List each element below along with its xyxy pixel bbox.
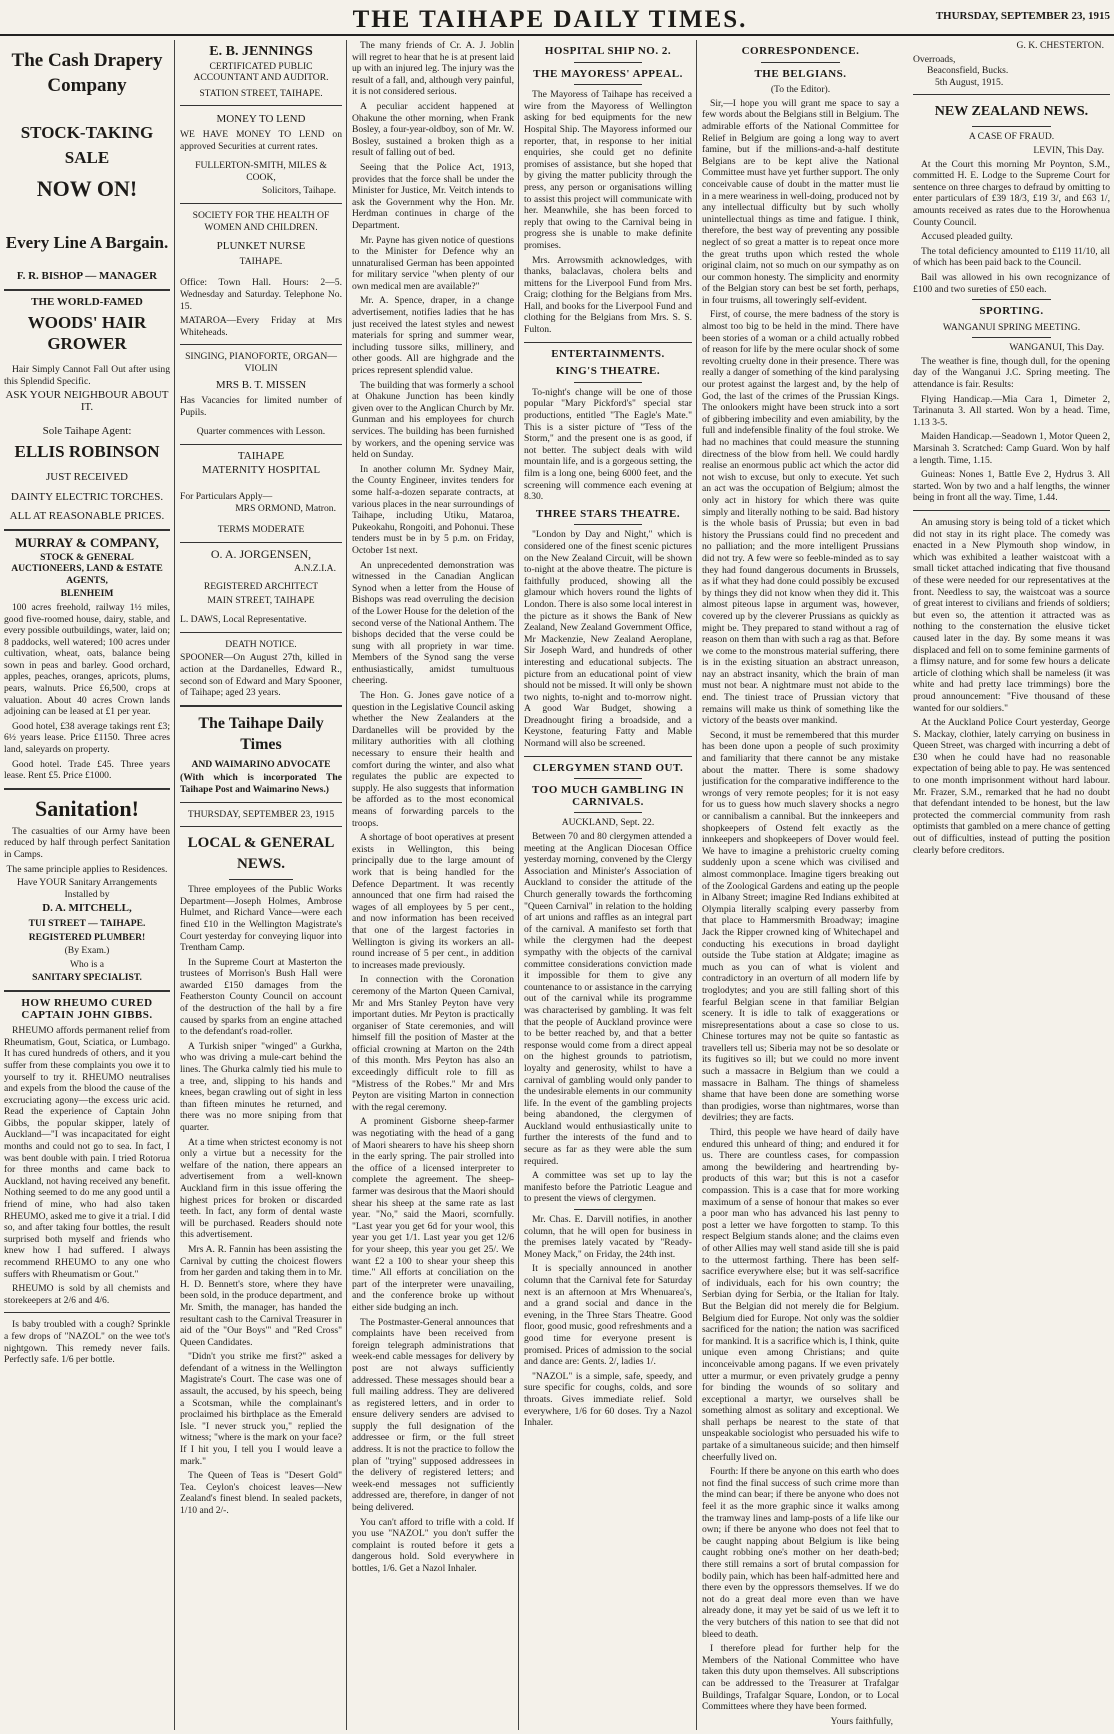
- dateline: LEVIN, This Day.: [1033, 144, 1104, 156]
- ad-text: ALL AT REASONABLE PRICES.: [9, 510, 165, 523]
- news-paragraph: A committee was set up to lay the manifesto before the Patriotic League and to present the views of clergymen.: [524, 1170, 692, 1205]
- letter-paragraph: First, of course, the mere badness of the story is almost too big to be held in the mind. There have been stories of a woman or a child actually robbed of reason for life by the mere ocular shock of some revolting cruelty done in their presence. There was really a danger of something of the kind paralysing our protest against the largest and, by the help of God, the last of the crimes of the Prussian Kings. The onlookers might have been struck into a sort of gibbering imbecility and even amiability, by the full and indefensible finality of the foul stroke. We had no machines that could measure the stunning directness of the blow from hell. We could hardly realise an enormous public act which the actor did not wish to excuse, but only to execute. Yet such an act was the occupation of Belgium; almost the only act in history for which there was quite simply and literally nothing to be said. Bad history is the whole basis of Prussia; but even in bad history the Prussians could find no precedent and no palliation; and the more intelligent Prussians did not try. A few were so feeble-minded as to say they had found dangerous documents in Brussels, as if what they had done could possibly be excused by things they did not know when they did it. This almost piteous lapse in argument was, however, covered up by the cleverer Prussians as quickly as might be. They prepared to stand without a rag of reason on them than with such a rag as that. Before we come to the monstrous material suffering, there is in the existing situation an abstract unreason, nay an abstract insanity, which the brain of man must not bear. A nightmare must not abide to the end. The tiniest trace of Prussian victory that remains will make us think of something like the victory of the beasts over mankind.: [702, 309, 899, 727]
- ad-rule: [180, 632, 342, 633]
- article-subheading: KING'S THEATRE.: [555, 365, 661, 378]
- news-paragraph: The many friends of Cr. A. J. Joblin will regret to hear that he is at present laid up with an injured leg. The injury was the result of a fall, and, although very painful, it is not considered serious.: [352, 40, 514, 98]
- ad-text: Has Vacancies for limited number of Pupils.: [180, 395, 342, 418]
- ad-heading: WOODS' HAIR GROWER: [27, 313, 147, 354]
- cash-drapery-ad: [4, 50, 170, 283]
- ad-subheading: STOCK & GENERAL AUCTIONEERS, LAND & ESTATE AGENTS,: [11, 551, 163, 586]
- ad-rule: [180, 705, 342, 707]
- ad-heading: MATERNITY HOSPITAL: [201, 464, 321, 477]
- column-5-correspondence: [702, 40, 1110, 1730]
- ad-text: RHEUMO affords permanent relief from Rheumatism, Gout, Sciatica, or Lumbago. It has cured hundreds of others, and it you suffer from these complaints you owe it to yourself to try it. RHEUMO neutralises and expels from the blood the cause of the excruciating agony—the excess uric acid. Read the experience of Captain John Gibbs, the popular skipper, lately of Auckland—"I was incapacitated for eight months and could not go to sea. In fact, I was bent double with pain. I tried Rotorua for three months and came back to Auckland, not having received any benefit. Nothing seemed to do me any good until a friend of mine, who had also taken RHEUMO, asked me to give it a trial. I did so, and after taking four bottles, the result surprised both myself and friends who knew how I had suffered. I always recommend RHEUMO to any one who suffers with Rheumatism or Gout.": [4, 1025, 170, 1280]
- letter-paragraph: I therefore plead for further help for the Members of the National Committee who have taken this duty upon themselves. All subscriptions can be addressed to the Treasurer at Trafalgar Buildings, Trafalgar Square, London, or to Local Committees where they have been formed.: [702, 1643, 899, 1713]
- column-divider: [346, 40, 347, 1730]
- ad-text: Sole Taihape Agent:: [42, 424, 132, 437]
- article-subheading: THE BELGIANS.: [754, 67, 847, 80]
- ad-heading: MRS B. T. MISSEN: [215, 379, 307, 392]
- news-paragraph: "NAZOL" is a simple, safe, speedy, and sure specific for coughs, colds, and sore throats. Gives immediate relief. Sold everywhere, 1/6 for 60 doses. Try a Nazol Inhaler.: [524, 1370, 692, 1429]
- news-paragraph: In connection with the Coronation ceremony of the Marton Queen Carnival, Mr and Mrs Stanley Peyton have very important duties. Mr Peyton is practically organiser of State ceremonies, and will himself fill the position of Master at the official crowning at Marton on the 24th of this month. Mrs Peyton has also an exceedingly difficult role to fill as "Mistress of the Robes." Mr and Mrs Peyton are visiting Marton in connection with the regal ceremony.: [352, 974, 514, 1113]
- news-paragraph: It is specially announced in another column that the Carnival fete for Saturday next is an afternoon at Mrs Whenuarea's, and a grand social and dance in the evening, in the Three Stars Theatre. Good floor, good music, good refreshments and a good time for everyone present is promised. Prices of admission to the social and dance are: Gents. 2/, ladies 1/.: [524, 1263, 692, 1368]
- ad-heading: NOW ON!: [36, 176, 138, 201]
- masthead-rule: [0, 34, 1114, 36]
- paper-name: The Taihape Daily Times: [198, 714, 324, 753]
- article-subheading: TOO MUCH GAMBLING IN CARNIVALS.: [532, 784, 684, 808]
- article-subheading: WANGANUI SPRING MEETING.: [942, 321, 1081, 333]
- news-paragraph: Three employees of the Public Works Department—Joseph Holmes, Ambrose Hulmet, and Richard Vance—were each fined £10 in the Wellington Magistrate's Court yesterday for conveying liquor into Trentham Camp.: [180, 884, 342, 954]
- ad-text: REGISTERED ARCHITECT: [203, 581, 319, 592]
- column-divider: [696, 40, 697, 1730]
- article-heading: NEW ZEALAND NEWS.: [934, 104, 1089, 120]
- ad-heading: MURRAY & COMPANY,: [15, 534, 159, 550]
- article-heading: SPORTING.: [979, 305, 1044, 318]
- ad-rule: [180, 105, 342, 106]
- sanitation-ad: [4, 796, 170, 984]
- death-notice-heading: DEATH NOTICE.: [225, 638, 297, 650]
- ad-text: (By Exam.): [64, 945, 110, 957]
- ad-heading: MONEY TO LEND: [216, 113, 306, 126]
- news-paragraph: A shortage of boot operatives at present exists in Wellington, this being principally due to the large amount of work that is being handled for the Defence Department. It was recently announced that one firm had raised the wages of all employees by 5 per cent., and now information has been received that one of the largest factories in Wellington is giving its workers an all-round increase of 5 per cent., in addition to increases made previously.: [352, 832, 514, 971]
- heading-rule: [574, 524, 641, 525]
- ad-text: Solicitors, Taihape.: [261, 185, 336, 197]
- letter-signoff: Yours faithfully,: [830, 1715, 893, 1727]
- column-4-news: [524, 40, 692, 1730]
- section-rule: [913, 94, 1110, 95]
- article-heading: CORRESPONDENCE.: [741, 45, 860, 57]
- section-rule: [524, 756, 692, 757]
- ad-heading: Company: [47, 75, 127, 96]
- ad-text: Office: Town Hall. Hours: 2—5. Wednesday and Saturday. Telephone No. 15.: [180, 277, 342, 312]
- article-subheading: THE MAYORESS' APPEAL.: [533, 67, 683, 80]
- news-paragraph: Guineas: Nones 1, Battle Eve 2, Hydrus 3. All started. Won by two and a half lengths, the winner being in front all the way. Time, 1.44.: [913, 469, 1110, 504]
- dateline: WANGANUI, This Day.: [1009, 342, 1104, 354]
- ad-text: REGISTERED PLUMBER!: [28, 931, 146, 943]
- column-divider: [174, 40, 175, 1730]
- ad-text: STATION STREET, TAIHAPE.: [199, 87, 323, 99]
- heading-rule: [972, 337, 1051, 338]
- letter-paragraph: Second, it must be remembered that this murder has been done upon a people of such proximity and familiarity that there cannot be any mistake about the matter. There is some shadowy justification for the comparative indifference to the wrongs of very remote peoples; for it is not easy for us to guess how much slavery shocks a negro or cannibalism a cannibal. But the innkeepers and shopkeepers of Ostend felt exactly as the innkeepers and shopkeepers of Dover would feel. We have to imagine a prehistoric cruelty coming suddenly upon a scene which was civilised and almost commonplace. Imagine tigers breaking out of the Zoological Gardens and eating up the people in Albany Street; imagine Red Indians exhibited at Olympia literally scalping every passerby from that place to Hammersmith Broadway; imagine Jack the Ripper crowned king of Whitechapel and conducting his executions in broad daylight outside the Tube station at Aldgate; imagine as much as you can of what is violent and contradictory in an overturn of all modern life by troglodytes; and you are still falling short of this fearful Belgian scene in that familiar Belgian scenery. It is idle to talk of exaggerations or misrepresentations about a case so close to us. Chinese tortures may not be quite so fantastic as travellers tell us; Siberia may not be so desolate or its fugitives so ill; but we could no more invent such a massacre in Belgium than we could a massacre in Balham. The things of shameless shame that have been done are something worse than prodigies, worse than nightmares, worse than devilries; they are facts.: [702, 729, 899, 1124]
- article-heading: CLERGYMEN STAND OUT.: [532, 761, 684, 774]
- news-paragraph: An unprecedented demonstration was witnessed in the Canadian Anglican Synod when a letter from the House of Bishops was read overruling the decision of the Lower House for the deletion of the second verse of the National Anthem. The bishops decided that the verse could be sung with all propriety in war time. Members of the Synod sang the verse enthusiastically, amidst tumultuous cheering.: [352, 559, 514, 687]
- ad-text: The same principle applies to Residences.: [6, 863, 168, 875]
- ad-subheading: SINGING, PIANOFORTE, ORGAN—VIOLIN: [185, 351, 337, 374]
- ad-heading: HOW RHEUMO CURED CAPTAIN JOHN GIBBS.: [21, 996, 153, 1021]
- ad-heading: Every Line A Bargain.: [5, 233, 169, 252]
- ad-heading: D. A. MITCHELL,: [42, 902, 132, 915]
- ad-rule: [180, 826, 342, 827]
- ad-subheading: BLENHEIM: [60, 588, 114, 600]
- column-3-local-news: [352, 40, 514, 1730]
- newspaper-title: THE TAIHAPE DAILY TIMES.: [352, 6, 748, 33]
- article-heading: HOSPITAL SHIP NO. 2.: [544, 45, 672, 57]
- masthead-date: THURSDAY, SEPTEMBER 23, 1915: [935, 10, 1110, 22]
- masthead: [0, 0, 1114, 36]
- ad-text: Who is a: [69, 958, 105, 970]
- section-rule: [574, 1209, 641, 1210]
- letter-paragraph: Fourth: If there be anyone on this earth who does not find the final success of such crime more than the mind can bear; if there be anyone who does not feel it as the more graphic since it walks among the tramway lines and lamp-posts of a life like our own; if there be anyone who does not feel that to be caught napping about Belgium is like being caught robbing one's mother on her death-bed; there still remains a sort of brutal compassion for bodily pain, which has been half-admitted here and there even by the oppressors themselves. If we do not do a great deal more even than we have already done, it may yet be said of us we left it to the very butchers of this nation to see that did not bleed to death.: [702, 1466, 899, 1640]
- ad-heading: STOCK-TAKING: [20, 123, 154, 142]
- heading-rule: [229, 879, 294, 880]
- ad-text: A.N.Z.I.A.: [294, 563, 336, 575]
- news-paragraph: Accused pleaded guilty.: [921, 231, 1013, 243]
- news-paragraph: To-night's change will be one of those popular "Mary Pickford's" special star productions, entitled "The Eagle's Mate." This is a sister picture of "Tess of the Storm," and the present one is as good, if not better. The subject deals with wild mountain life, and is a gorgeous setting, the film is a long one, being 6000 feet, and the screening will commence each evening at 8.30.: [524, 386, 692, 503]
- ad-text: TERMS MODERATE: [217, 524, 305, 536]
- ad-subheading: SOCIETY FOR THE HEALTH OF WOMEN AND CHILDREN.: [192, 209, 330, 233]
- news-paragraph: The Mayoress of Taihape has received a wire from the Mayoress of Wellington asking for bed equipments for the new Hospital Ship. The Mayoress informed our reporter, that, in response to her initial enquiries, she could get no definite promises of assistance, but she hoped that by giving the matter publicity through the press, any person or organisations willing to assist this project will communicate with her. Meanwhile, she has been forced to reply that owing to the Carnival being in progress she is unable to make definite promises.: [524, 89, 692, 251]
- news-paragraph: The Postmaster-General announces that complaints have been received from foreign telegraph administrations that week-end cable messages for delivery by post are not always sufficiently addressed. These messages should bear a full mailing address. They are delivered as registered letters, and in order to ensure delivery senders are advised to supply the full designation of the addressee or firm, or the full street address. It is not the practice to follow the plan of "trying" supposed addressees in the delivery of registered letters; and week-end messages not sufficiently addressed are, therefore, in danger of not being delivered.: [352, 1316, 514, 1514]
- ad-rule: [180, 344, 342, 345]
- news-paragraph: Maiden Handicap.—Seadown 1, Motor Queen 2, Marsinah 3. Scratched: Camp Guard. Won by half a length. Time, 1.15.: [913, 431, 1110, 466]
- ad-heading: The Cash Drapery: [11, 50, 163, 71]
- section-rule: [524, 342, 692, 343]
- local-news-heading: LOCAL & GENERAL NEWS.: [187, 835, 335, 873]
- news-paragraph: At a time when strictest economy is not only a virtue but a necessity for the welfare of the nation, there appears an advertisement from a well-known Auckland firm in this issue offering the highest prices for broken or discarded teeth. In fact, any form of dental waste will be purchased. Readers should note this advertisement.: [180, 1136, 342, 1241]
- rheumo-ad: [4, 998, 170, 1306]
- letter-signature: G. K. CHESTERTON.: [1016, 40, 1104, 51]
- ad-heading: PLUNKET NURSE: [216, 240, 306, 253]
- ad-heading: Sanitation!: [35, 795, 139, 821]
- ad-manager: F. R. BISHOP — MANAGER: [16, 270, 158, 282]
- ad-text: SANITARY SPECIALIST.: [32, 972, 142, 984]
- letter-date: 5th August, 1915.: [935, 76, 1004, 88]
- ad-text: For Particulars Apply—: [180, 491, 273, 503]
- ad-text: Good hotel. Trade £45. Three years lease. Rent £5. Price £1000.: [4, 758, 170, 782]
- news-paragraph: The building that was formerly a school at Ohakune Junction has been kindly given over to the Anglican Church by Mr. Gunman and his employees for church services. The building has been furnished by workers, and the opening service was held on Sunday.: [352, 379, 514, 461]
- ad-text: ASK YOUR NEIGHBOUR ABOUT IT.: [5, 389, 169, 413]
- news-paragraph: Mr. Payne has given notice of questions to the Minister for Defence why an unnaturalised German has been appointed for military service "when plenty of our own medical men are available?": [352, 234, 514, 292]
- news-paragraph: Mr. A. Spence, draper, in a change advertisement, notifies ladies that he has just received the latest styles and newest materials for spring and summer wear, including tussore silks, millinery, and other goods. All are highgrade and the prices represent splendid value.: [352, 295, 514, 377]
- ad-text: Hair Simply Cannot Fall Out after using this Splendid Specific.: [4, 364, 170, 387]
- letter-paragraph: Third, this people we have heard of daily have endured this unheard of thing; and endured it for us. There are countless cases, for compassion among the bewildering and heartrending by-products of this war; but this is not a casefor compassion. This is a case that for more working maximum of a sense of honour that makes so ever a poor man who has advanced his last penny to post a letter we have forgotten to stamp. To this respect Belgium stands alone; and the claims even of other Allies may well stand aside till she is paid to the uttermost farthing. There has been self-sacrifice everywhere else; but it was self-sacrifice of individuals, each for his own country; the Serbian dying for Serbia, or the Italian for Italy. But the Belgian did not merely die for Belgium. Belgium died for Europe. Not only was the soldier sacrificed for the nation; the nation was sacrificed for mankind. It is a sacrifice which is, I think, quite unique even among Christians; and quite inconceivable among pagans. If we even privately utter a murmur, or even privately grudge a penny for binding the wounds of so solitary and exceptional a martyr, we ourselves shall be something almost as solitary and exceptional. We shall perhaps be nearest to the state of that unspeakable sociologist who persuaded his wife to partake of a simultaneous suicide; and then himself cheerfully lived on.: [702, 1127, 899, 1463]
- ad-heading: SALE: [64, 148, 110, 167]
- ad-text: MAIN STREET, TAIHAPE: [207, 594, 315, 606]
- ad-text: TUI STREET — TAIHAPE.: [28, 917, 146, 929]
- section-rule: [972, 299, 1051, 300]
- article-subheading: THREE STARS THEATRE.: [535, 507, 681, 520]
- heading-rule: [761, 62, 840, 63]
- news-paragraph: Mrs. Arrowsmith acknowledges, with thanks, balaclavas, cholera belts and mittens for the Liverpool Fund from Mrs. Craig; clothing for the Belgians from Mrs. Hall, and books for the Liverpool Fund and clothing for the Belgians from Mrs. S. S. Fulton.: [524, 254, 692, 336]
- column-1-advertisements: [4, 40, 170, 1730]
- ad-rule: [180, 444, 342, 445]
- news-paragraph: "Didn't you strike me first?" asked a defendant of a witness in the Wellington Magistrate's Court. The case was one of assault, the accused, by his speech, being a Scotsman, while the complainant's proclaimed his birthplace as the Emerald Isle. "I never struck you," replied the witness; "where is the mark on your face? If I hit you, I tell you I would leave a mark.": [180, 1351, 342, 1467]
- letter-salutation: (To the Editor).: [770, 84, 831, 96]
- heading-rule: [574, 84, 641, 85]
- news-paragraph: Flying Handicap.—Mia Cara 1, Dimeter 2, Tarinanuta 3. All started. Won by a head. Time, 1.13 3-5.: [913, 393, 1110, 428]
- ad-heading: E. B. JENNINGS: [209, 44, 313, 59]
- heading-rule: [574, 812, 641, 813]
- ad-text: L. DAWS, Local Representative.: [180, 614, 307, 626]
- dateline: AUCKLAND, Sept. 22.: [561, 817, 655, 829]
- news-paragraph: The weather is fine, though dull, for the opening day of the Wanganui J.C. Spring meeting. The attendance is fair. Results:: [913, 355, 1110, 391]
- ad-text: CERTIFICATED PUBLIC ACCOUNTANT AND AUDITOR.: [193, 60, 329, 84]
- ad-text: MRS ORMOND, Matron.: [235, 502, 336, 514]
- news-paragraph: Between 70 and 80 clergymen attended a meeting at the Anglican Diocesan Office yesterday morning, convened by the Clergy Association and Minister's Association of Auckland to consider the attitude of the Church generally towards the forthcoming "Queen Carnival" in relation to the holding of art unions and raffles as an integral part of the carnival. A manifesto set forth that while the clergymen had the deepest sympathy with the objects of the carnival committee considerations conviction made it impossible for them to give any countenance to or assistance in the carrying out of the carnival while its programme was characterised by gambling. It was felt that the people of Auckland province were to be better reached by, and that a better response would come from a direct appeal on the highest grounds to patriotism, loyalty and generosity, whilst to have a carnival of gambling would only pander to the undesirable elements in our community life. In the event of the gambling projects being abandoned, the clergymen of Auckland would enthusiastically unite to further the interests of the fund and to secure as far as they were able the sum required.: [524, 831, 692, 1167]
- ad-rule: [180, 802, 342, 803]
- ad-subheading: THE WORLD-FAMED: [31, 295, 143, 308]
- ad-rule: [4, 990, 170, 992]
- ad-rule: [4, 788, 170, 790]
- news-paragraph: A prominent Gisborne sheep-farmer was negotiating with the head of a gang of Maori shearers to have his sheep shorn in the early spring. The pair strolled into the office of a licensed interpreter to complete the agreement. The sheep-farmer was desirous that the Maori should shear his sheep at the same rate as last year. "No," said the Maori, scornfully. "Last year you get 6d for your wool, this year you get 1/1. Last year you get 12/6 for your sheep, this year you get 25/. We want £2 a 100 to shear your sheep this time." All efforts at conciliation on the part of the interpreter were unavailing, and the conference broke up without either side budging an inch.: [352, 1116, 514, 1313]
- heading-rule: [574, 62, 641, 63]
- news-paragraph: The total deficiency amounted to £119 11/10, all of which has been paid back to the Council.: [913, 245, 1110, 269]
- ad-text: Have YOUR Sanitary Arrangements Installed by: [16, 877, 158, 900]
- ad-text: 100 acres freehold, railway 1½ miles, good five-roomed house, dairy, stable, and every possible outbuildings, water, laid on; 8 paddocks, well watered; 100 acres under cultivation, wheat, oats, balance being sown in peas and barley. Good orchard, apples, peaches, oranges, apricots, plums, pears, walnuts. Price £6,500, crops at valuation. About 40 acres Crown lands adjoining can be leased at £1 per year.: [4, 601, 170, 718]
- murray-company-ad: [4, 534, 170, 782]
- letter-address: Overroads,: [913, 53, 956, 65]
- death-notice-text: SPOONER—On August 27th, killed in action at the Dardanelles, Edward R., second son of Edward and Mary Spooner, of Taihape; aged 23 years.: [180, 652, 342, 699]
- ad-heading: TAIHAPE: [237, 449, 285, 462]
- news-paragraph: A Turkish sniper "winged" a Gurkha, who was driving a mule-cart behind the lines. The Ghurka calmly tied his mule to a tree, and, slipping to his hands and knees, began crawling out of sight in less than fifteen minutes he returned, and there was no more sniping from that quarter.: [180, 1040, 342, 1133]
- ad-rule: [4, 1312, 170, 1313]
- article-subheading: A CASE OF FRAUD.: [968, 131, 1055, 143]
- news-paragraph: Mrs A. R. Fannin has been assisting the Carnival by cutting the choicest flowers from her garden and taking them in to Mr. H. D. Bennett's store, where they have been sold, in the produce department, and Mr. Smith, the manager, has handed the resultant cash to the Carnival Treasurer in aid of the "Our Boys'" and "Red Cross" Queen Candidates.: [180, 1243, 342, 1348]
- news-paragraph: "London by Day and Night," which is considered one of the finest scenic pictures on the New Zealand Circuit, will be shown to-night at the above theatre. The picture is faithfully produced, showing all the glamour which hovers round the lights of London. There is also some local interest in the picture as it shows the Bank of New Zealand, New Zealand Government Office, Mr Mackenzie, New Zealand Aeroplane, Sir Joseph Ward, and hundreds of other interesting and educational subjects. The picture from an educational point of view should not be missed. It will only be shown two nights, to-night and to-morrow night. A good War Budget, showing a Dreadnought firing a broadside, and a Keystone, featuring Fatty and Mable Normand will also be screened.: [524, 529, 692, 750]
- ad-text: Quarter commences with Lesson.: [196, 426, 326, 438]
- letter-address: Beaconsfield, Bucks.: [927, 65, 1009, 77]
- news-paragraph: In another column Mr. Sydney Mair, the County Engineer, invites tenders for some half-a-dozen separate contracts, at various places in the near surroundings of Taihape, including Utiku, Mataroa, Pukeokahu, Rongoiti, and Pohonui. These tenders must be in by 5 p.m. on Friday, October 1st next.: [352, 463, 514, 556]
- ad-rule: [4, 289, 170, 291]
- woods-hair-grower-ad: [4, 297, 170, 523]
- column-divider: [518, 40, 519, 1730]
- news-paragraph: At the Court this morning Mr Poynton, S.M., committed H. E. Lodge to the Supreme Court for sentence on three charges to defraud by omitting to enter particulars of £39 18/3, £19 3/, and £63 1/, amounts received as rates due to the Horowhenua County Council.: [913, 158, 1110, 228]
- news-paragraph: In the Supreme Court at Masterton the trustees of Morrison's Bush Hall were awarded £150 damages from the Featherston County Council on account of the destruction of the hall by a fire caused by sparks from an engine attached to the defendant's road-roller.: [180, 956, 342, 1038]
- news-paragraph: The Queen of Teas is "Desert Gold" Tea. Ceylon's choicest leaves—New Zealand's finest blend. In sealed packets, 1/10 and 2/-.: [180, 1470, 342, 1516]
- ad-heading: ELLIS ROBINSON: [14, 442, 160, 462]
- issue-date: THURSDAY, SEPTEMBER 23, 1915: [187, 808, 335, 820]
- ad-rule: [180, 203, 342, 204]
- ad-text: RHEUMO is sold by all chemists and storekeepers at 2/6 and 4/6.: [4, 1283, 170, 1306]
- ad-text: The casualties of our Army have been reduced by half through perfect Sanitation in Camps.: [4, 825, 170, 860]
- news-paragraph: You can't afford to trifle with a cold. If you use "NAZOL" you don't suffer the complaint is routed before it gets a dangerous hold. Sold everywhere in bottles, 1/6. Get a Nazol Inhaler.: [352, 1516, 514, 1574]
- heading-rule: [972, 126, 1051, 127]
- ad-text: WE HAVE MONEY TO LEND on approved Securities at current rates.: [180, 128, 342, 152]
- news-paragraph: Mr. Chas. E. Darvill notifies, in another column, that he will open for business in the premises lately vacated by "Ready-Money Mack," on Friday, the 24th inst.: [524, 1214, 692, 1260]
- ad-text: MATAROA—Every Friday at Mrs Whiteheads.: [180, 315, 342, 338]
- column-2-notices: [180, 40, 342, 1730]
- paper-subtitle: AND WAIMARINO ADVOCATE: [191, 758, 331, 770]
- ad-text: Good hotel, £38 average takings rent £3; 6½ years lease. Price £1150. Three acres land, saleyards on property.: [4, 720, 170, 756]
- ad-text: JUST RECEIVED: [46, 471, 128, 484]
- news-paragraph: The Hon. G. Jones gave notice of a question in the Legislative Council asking whether the New Zealanders at the Dardanelles will be provided by the military authorities with all clothing necessary to ensure their health and comfort during the winter, and also what regulates the public are expected to supply. He also suggests that information be afforded as to the most economical means of forwarding parcels to the troops.: [352, 690, 514, 829]
- ad-heading: O. A. JORGENSEN,: [210, 546, 312, 561]
- news-paragraph: An amusing story is being told of a ticket which did not stay in its right place. The comedy was enacted in a New Plymouth shop window, in which was exhibited a leather waistcoat with a small ticket attached indicating that five thousand of these were needed for our representatives at the front. Needless to say, the waistcoat was a source of great interest to civilians and friends of soldiers; but even so, the attention it attracted was as nothing to the consternation the elusive ticket caused later in the day. By some means it was displaced and fell on to some feminine garments of a flimsy nature, and for some few hours a delicate article of clothing which shall be nameless (it was white and had pretty lace trimmings) bore the proud announcement: "Five thousand of these wanted for our soldiers.": [913, 517, 1110, 714]
- news-paragraph: At the Auckland Police Court yesterday, George S. Mackay, clothier, lately carrying on business in Queen Street, was charged with incurring a debt of £30 when he could have had no reasonable expectation of being able to pay. He was sentenced to one month imprisonment without hard labour. Mr. Frazer, S.M., remarked that he had no doubt that defendant intended to be honest, but the law protected the commercial community from rash optimists that gambled on a mere chance of getting out of difficulties, instead of putting the position clearly before creditors.: [913, 717, 1110, 856]
- section-rule: [913, 510, 1110, 511]
- heading-rule: [574, 382, 641, 383]
- heading-rule: [574, 778, 641, 779]
- news-paragraph: Seeing that the Police Act, 1913, provides that the force shall be under the Minister for Justice, Mr. Veitch intends to ask the Government why the Hon. Mr. Herdman continues in charge of the Department.: [352, 161, 514, 231]
- news-paragraph: A peculiar accident happened at Ohakune the other morning, when Frank Bosley, a four-year-oldboy, son of Mr. W. Bosley, sustained a broken thigh as a result of falling out of bed.: [352, 100, 514, 159]
- letter-paragraph: Sir,—I hope you will grant me space to say a few words about the Belgians still in Belgium. The admirable efforts of the National Committee for Relief in Belgium are going a long way to avert famine, but if the millions-and-a-half destitute Belgians are to be kept alive the National Committee must have yet further support. The only conceivable cause of doubt in the matter must lie in a mere weariness in well-doing, produced not by any intellectual difficulty but by such wholly unintellectual things as time and fatigue. I think, therefore, the best way of preventing any possible neglect of so great a matter is to repeat once more the great truths upon which rested the whole original claim, not so much on our sympathy as on our common honesty. The simplicity and enormity of the Belgian story can best be set forth, perhaps, in four truisms, all toweringly self-evident.: [702, 97, 899, 306]
- article-heading: ENTERTAINMENTS.: [551, 347, 665, 360]
- ad-text: DAINTY ELECTRIC TORCHES.: [10, 490, 164, 503]
- nazol-ad-text: Is baby troubled with a cough? Sprinkle a few drops of "NAZOL" on the wee tot's nightgown. This remedy never fails. Perfectly safe. 1/6 per bottle.: [4, 1319, 170, 1366]
- paper-note: (With which is incorporated The Taihape Post and Waimarino News.): [180, 772, 342, 795]
- ad-text: FULLERTON-SMITH, MILES & COOK,: [195, 160, 327, 183]
- ad-text: TAIHAPE.: [239, 255, 283, 267]
- ad-rule: [4, 529, 170, 531]
- ad-rule: [180, 542, 342, 543]
- news-paragraph: Bail was allowed in his own recognizance of £100 and two sureties of £50 each.: [913, 271, 1110, 295]
